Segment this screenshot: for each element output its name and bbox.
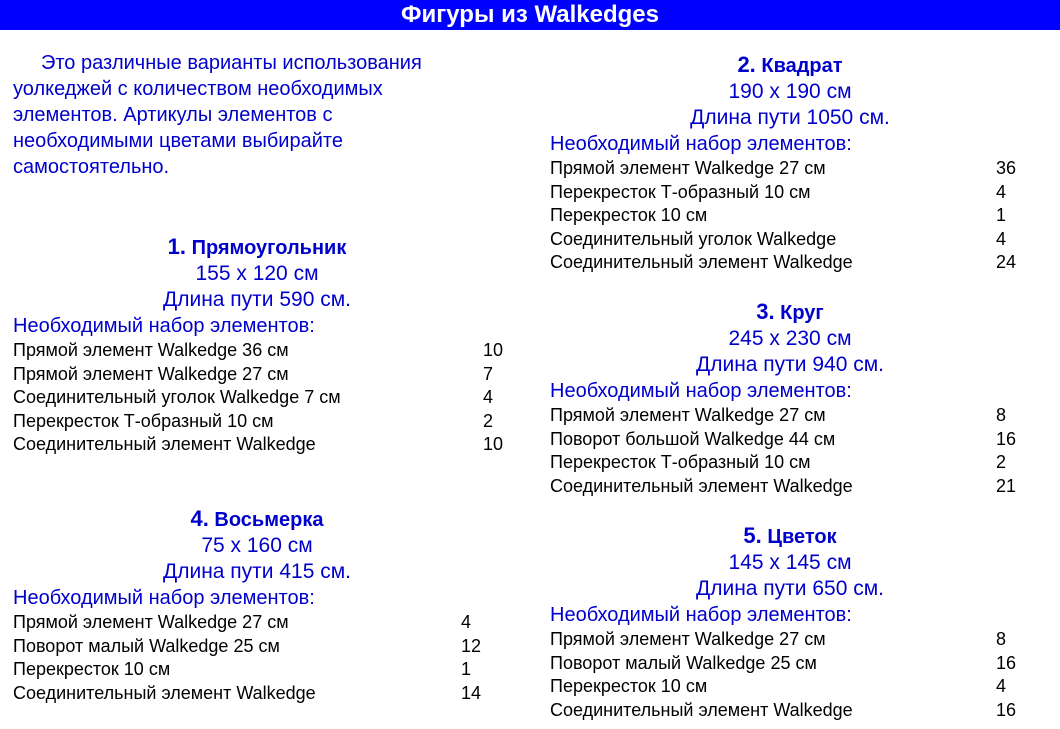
- item-name: Соединительный элемент Walkedge: [550, 252, 853, 273]
- item-qty: 21: [996, 475, 1017, 496]
- list-item: [550, 228, 1030, 252]
- item-qty: 10: [483, 434, 504, 455]
- list-item: [550, 475, 1030, 499]
- intro-line: необходимыми цветами выбирайте: [13, 130, 343, 152]
- figure-circle: [550, 299, 1030, 498]
- figure-name: Квадрат: [761, 55, 843, 77]
- item-name: Прямой элемент Walkedge 27 см: [550, 405, 826, 425]
- figure-name: Восьмерка: [214, 509, 324, 531]
- list-item: [13, 682, 523, 706]
- item-name: Перекресток 10 см: [13, 659, 171, 680]
- item-qty: 2: [483, 410, 494, 431]
- item-name: Прямой элемент Walkedge 27 см: [13, 612, 289, 632]
- item-name: Соединительный элемент Walkedge: [550, 699, 853, 720]
- item-name: Соединительный элемент Walkedge: [550, 475, 853, 496]
- figure-number: 3.: [756, 299, 775, 324]
- page-title: Фигуры из Walkedges: [0, 0, 1060, 30]
- figure-number: 2.: [737, 52, 756, 77]
- list-item: [550, 157, 1030, 181]
- figure-title: [13, 506, 523, 533]
- figure-name: Круг: [780, 302, 824, 324]
- figure-size: 75 x 160 см: [201, 534, 313, 557]
- figure-needed-label: Необходимый набор элементов:: [13, 315, 315, 337]
- figure-size: 155 x 120 см: [195, 262, 319, 285]
- item-name: Прямой элемент Walkedge 27 см: [550, 629, 826, 649]
- figure-rectangle: [13, 234, 523, 457]
- figure-size: 145 x 145 см: [728, 551, 852, 574]
- item-qty: 4: [996, 181, 1007, 202]
- figure-name: Прямоугольник: [191, 237, 347, 259]
- figure-title: [550, 299, 1030, 326]
- figure-title: [550, 52, 1030, 79]
- item-qty: 4: [461, 612, 472, 632]
- list-item: [13, 410, 523, 434]
- list-item: [550, 181, 1030, 205]
- intro-line: уолкеджей с количеством необходимых: [13, 78, 383, 100]
- list-item: [550, 204, 1030, 228]
- item-qty: 4: [483, 387, 494, 408]
- figure-eight: [13, 506, 523, 705]
- item-name: Поворот малый Walkedge 25 см: [550, 652, 817, 673]
- intro-paragraph: [13, 50, 493, 180]
- item-qty: 4: [996, 676, 1007, 697]
- figure-flower: [550, 523, 1030, 722]
- list-item: [550, 628, 1030, 652]
- intro-line: самостоятельно.: [13, 156, 170, 178]
- item-qty: 4: [996, 228, 1007, 249]
- item-qty: 7: [483, 363, 494, 384]
- list-item: [13, 611, 523, 635]
- item-qty: 24: [996, 252, 1017, 273]
- list-item: [13, 363, 523, 387]
- item-qty: 12: [461, 635, 482, 656]
- list-item: [13, 386, 523, 410]
- item-name: Соединительный элемент Walkedge: [13, 682, 316, 703]
- item-name: Прямой элемент Walkedge 36 см: [13, 340, 289, 360]
- list-item: [550, 404, 1030, 428]
- item-name: Прямой элемент Walkedge 27 см: [13, 363, 289, 384]
- figure-size: 245 x 230 см: [728, 327, 852, 350]
- item-name: Перекресток 10 см: [550, 205, 708, 226]
- figure-name: Цветок: [767, 526, 837, 548]
- figure-needed-label: Необходимый набор элементов:: [550, 604, 852, 626]
- item-qty: 16: [996, 428, 1017, 449]
- item-qty: 8: [996, 405, 1007, 425]
- list-item: [13, 635, 523, 659]
- item-qty: 36: [996, 158, 1017, 178]
- item-qty: 1: [996, 205, 1007, 226]
- figure-length: Длина пути 590 см.: [162, 288, 351, 311]
- intro-line: элементов. Артикулы элементов с: [13, 104, 333, 126]
- item-name: Прямой элемент Walkedge 27 см: [550, 158, 826, 178]
- item-name: Соединительный уголок Walkedge 7 см: [13, 387, 341, 408]
- figure-length: Длина пути 415 см.: [162, 560, 351, 583]
- list-item: [550, 451, 1030, 475]
- figure-needed-label: Необходимый набор элементов:: [13, 587, 315, 609]
- item-qty: 16: [996, 699, 1017, 720]
- figure-length: Длина пути 940 см.: [695, 353, 884, 376]
- figure-needed-label: Необходимый набор элементов:: [550, 380, 852, 402]
- list-item: [550, 428, 1030, 452]
- item-qty: 14: [461, 682, 482, 703]
- figure-title: [13, 234, 523, 261]
- list-item: [550, 251, 1030, 275]
- figure-square: [550, 52, 1030, 275]
- figure-number: 1.: [167, 234, 186, 259]
- item-name: Поворот большой Walkedge 44 см: [550, 428, 836, 449]
- item-name: Соединительный уголок Walkedge: [550, 228, 837, 249]
- list-item: [550, 675, 1030, 699]
- list-item: [13, 658, 523, 682]
- item-qty: 1: [461, 659, 472, 680]
- intro-line: Это различные варианты использования: [41, 52, 422, 74]
- figure-size: 190 x 190 см: [728, 80, 852, 103]
- item-name: Перекресток 10 см: [550, 676, 708, 697]
- figure-title: [550, 523, 1030, 550]
- figure-length: Длина пути 650 см.: [695, 577, 884, 600]
- item-qty: 10: [483, 340, 504, 360]
- figure-number: 5.: [743, 523, 762, 548]
- item-name: Перекресток Т-образный 10 см: [550, 452, 811, 473]
- item-name: Поворот малый Walkedge 25 см: [13, 635, 280, 656]
- item-name: Соединительный элемент Walkedge: [13, 434, 316, 455]
- list-item: [13, 433, 523, 457]
- item-qty: 2: [996, 452, 1007, 473]
- list-item: [13, 339, 523, 363]
- list-item: [550, 699, 1030, 723]
- item-qty: 16: [996, 652, 1017, 673]
- list-item: [550, 652, 1030, 676]
- item-name: Перекресток Т-образный 10 см: [13, 410, 274, 431]
- figure-length: Длина пути 1050 см.: [690, 106, 890, 129]
- figure-number: 4.: [190, 506, 209, 531]
- item-qty: 8: [996, 629, 1007, 649]
- figure-needed-label: Необходимый набор элементов:: [550, 133, 852, 155]
- item-name: Перекресток Т-образный 10 см: [550, 181, 811, 202]
